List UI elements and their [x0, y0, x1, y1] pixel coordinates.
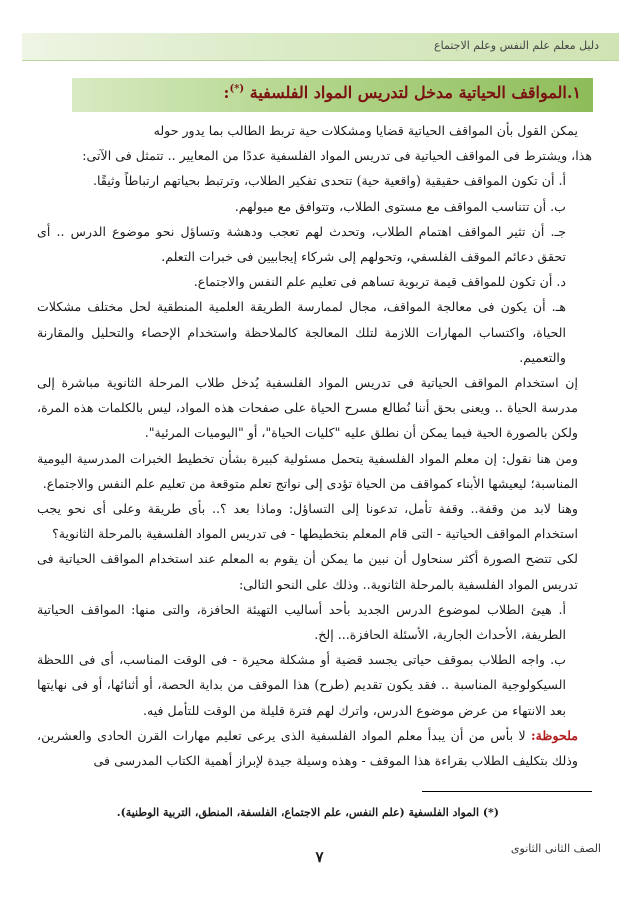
- page-number: ٧: [315, 848, 324, 866]
- note-paragraph: [37, 723, 592, 773]
- main-content: [37, 118, 592, 773]
- criterion-e: هـ. أن يكون فى معالجة المواقف، مجال لممارسة الطريقة العلمية المنطقية لحل مختلف مشكلات الحياة، واكتساب المهارات اللازمة لتلك المعالجة كالملاحظة واستخدام الإحصاء والتحليل والمقارنة والتعميم.: [37, 299, 566, 365]
- paragraph-life-school: إن استخدام المواقف الحياتية فى تدريس المواد الفلسفية يُدخل طلاب المرحلة الثانوية مباشرة إلى مدرسة الحياة .. ويعنى بحق أننا نُطالع مسرح الحياة على صفحات هذه المواد، ليس بالكلمات هذه المرة، ولكن بالصورة الحية فيما يمكن أن نطلق عليه "كليات الحياة"، أو "اليوميات المرئية".: [37, 375, 578, 441]
- step-b: ب. واجه الطلاب بموقف حياتى يجسد قضية أو مشكلة محيرة - فى الوقت المناسب، أى فى اللحظة السيكولوجية المناسبة .. فقد يكون تقديم (طرح) هذا الموقف من بداية الحصة، أو أثنائها، أو فى نهايتها بعد الانتهاء من عرض موضوع الدرس، واترك لهم فترة قليلة من الوقت للتأمل فيه.: [37, 652, 566, 718]
- footer-grade: الصف الثانى الثانوى: [510, 842, 601, 855]
- book-title: دليل معلم علم النفس وعلم الاجتماع: [434, 39, 599, 52]
- section-title: [224, 83, 581, 102]
- note-text: لا بأس من أن يبدأ معلم المواد الفلسفية الذى يرعى تعليم مهارات القرن الحادى والعشرين، وذلك بتكليف الطلاب بقراءة هذا الموقف - وهذه وسيلة جيدة لإبراز أهمية الكتاب المدرسى فى: [37, 727, 578, 769]
- footnote-mark: (*): [229, 83, 245, 95]
- criterion-c: جـ. أن تثير المواقف اهتمام الطلاب، وتحدث لهم تعجب ودهشة وتساؤل نحو موضوع الدرس .. أى تحقق دعائم الموقف الفلسفي، وتحولهم إلى شركاء إيجابيين فى خبرات التعلم.: [37, 223, 566, 265]
- section-title-text: ١.المواقف الحياتية مدخل لتدريس المواد الفلسفية: [249, 83, 581, 102]
- criterion-a: أ. أن تكون المواقف حقيقية (واقعية حية) تتحدى تفكير الطلاب، وترتبط بحياتهم ارتباطاً وثيقًا.: [93, 173, 566, 189]
- criterion-d: د. أن تكون للمواقف قيمة تربوية تساهم فى تعليم علم النفس والاجتماع.: [193, 274, 566, 290]
- paragraph-teacher-responsibility: ومن هنا نقول: إن معلم المواد الفلسفية يتحمل مسئولية كبيرة بشأن تخطيط الخبرات المدرسية اليومية المناسبة؛ ليعيشها الأبناء كمواقف من الحياة تؤدى إلى نواتج تعلم متوقعة من تعليم علم النفس والاجتماع.: [37, 450, 578, 491]
- step-a: أ. هيئ الطلاب لموضوع الدرس الجديد بأحد أساليب التهيئة الحافزة، والتى منها: المواقف الحياتية الطريفة، الأحداث الجارية، الأسئلة الحافزة... إلخ.: [37, 601, 566, 643]
- paragraph-steps-lead: لكى تتضح الصورة أكثر سنحاول أن نبين ما يمكن أن يقوم به المعلم عند استخدام المواقف الحياتية فى تدريس المواد الفلسفية بالمرحلة الثانوية.. وذلك على النحو التالى:: [37, 551, 578, 592]
- paragraph-reflection: وهنا لابد من وقفة.. وقفة تأمل، تدعونا إلى التساؤل: وماذا بعد ؟.. بأى طريقة وعلى أى نحو يجب استخدام المواقف الحياتية - التى قام المعلم بتخطيطها - فى تدريس المواد الفلسفية بالمرحلة الثانوية؟: [37, 501, 578, 542]
- paragraph-intro: يمكن القول بأن المواقف الحياتية قضايا ومشكلات حية تربط الطالب بما يدور حوله: [153, 123, 578, 138]
- paragraph-criteria-lead: هذا، ويشترط فى المواقف الحياتية فى تدريس المواد الفلسفية عددًا من المعايير .. تتمثل فى الآتى:: [82, 148, 592, 164]
- criterion-b: ب. أن تتناسب المواقف مع مستوى الطلاب، وتتوافق مع ميولهم.: [234, 198, 566, 214]
- footnote: (*) المواد الفلسفية (علم النفس، علم الاجتماع، الفلسفة، المنطق، التربية الوطنية).: [116, 806, 499, 819]
- footnote-divider: [422, 791, 592, 792]
- title-suffix: :: [223, 83, 230, 102]
- note-label: ملحوظة:: [531, 727, 578, 743]
